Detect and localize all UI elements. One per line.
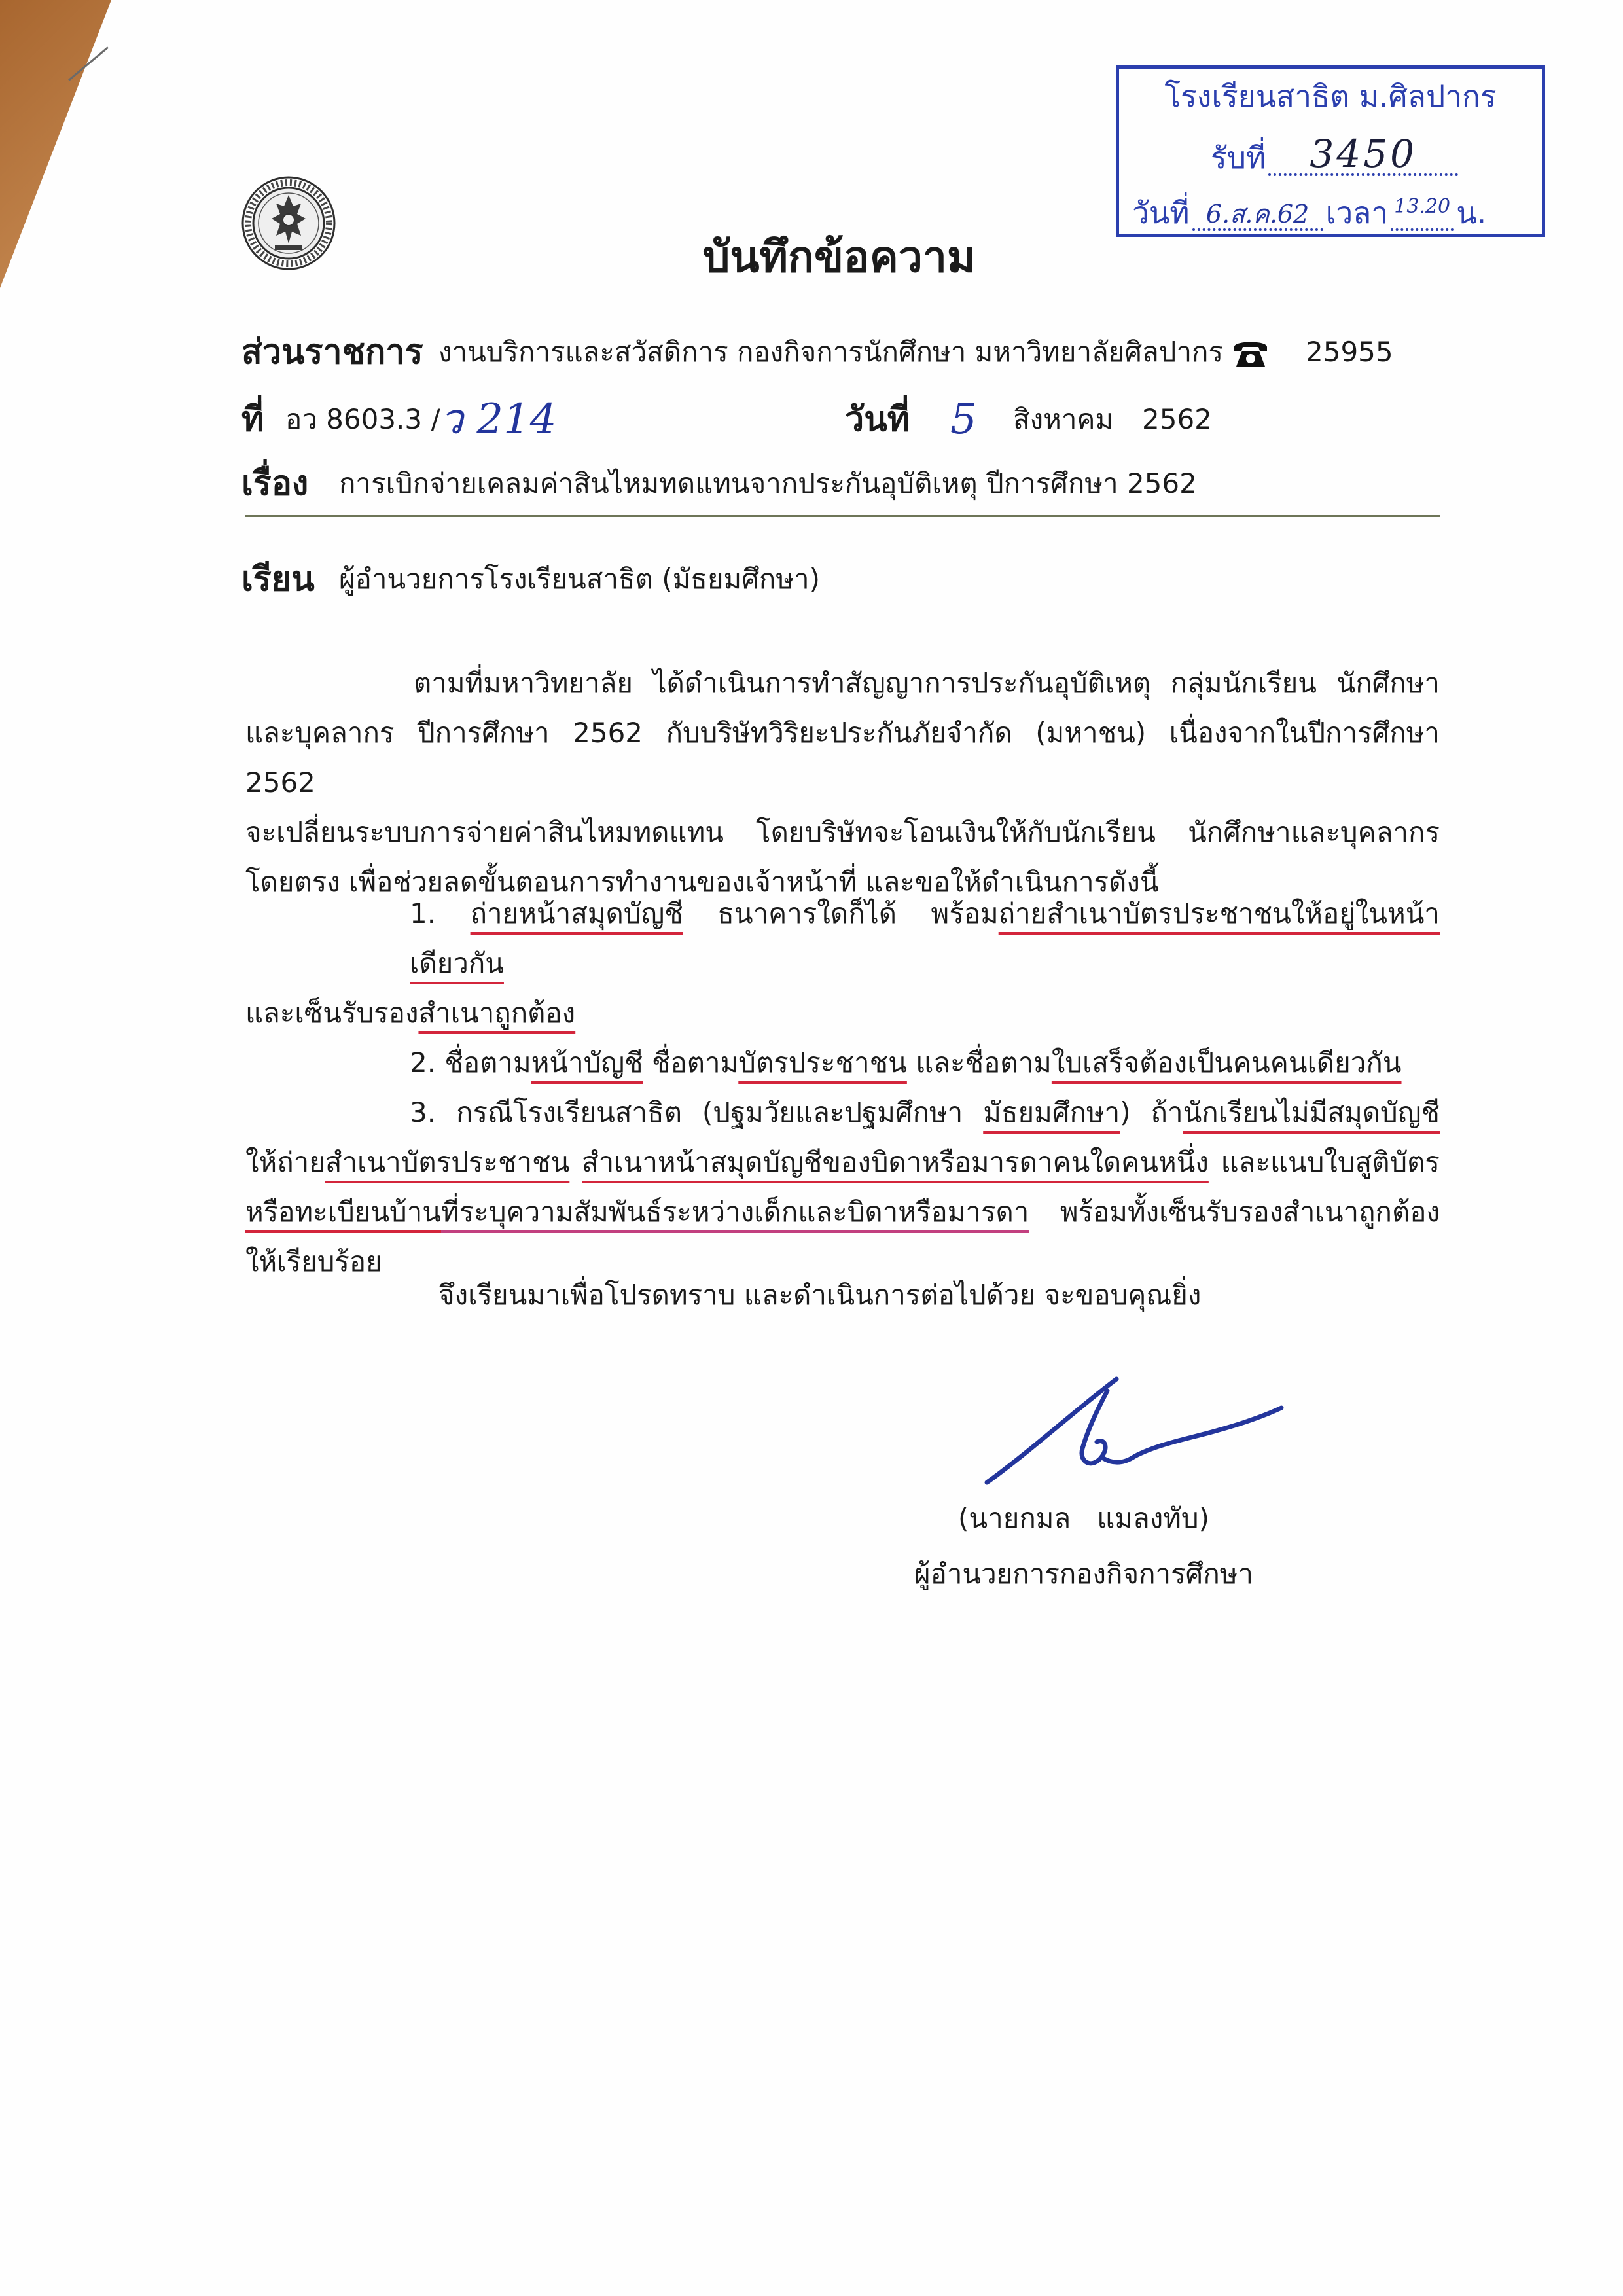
subject-text: การเบิกจ่ายเคลมค่าสินไหมทดแทนจากประกันอุบัติเหตุ ปีการศึกษา 2562 [339,467,1197,499]
stamp-date-field [1192,192,1323,231]
item-text: ให้เรียบร้อย [245,1246,382,1278]
handwritten-stamp-date: 6.ส.ค.62 [1205,200,1310,228]
stamp-received-field [1268,132,1458,176]
instruction-list [245,889,1440,1287]
body-paragraph-line: และบุคลากร ปีการศึกษา 2562 กับบริษัทวิริยะประกันภัยจำกัด (มหาชน) เนื่องจากในปีการศึกษา 2562 [245,717,1440,798]
item-text: พร้อมทั้งเซ็นรับรองสำเนาถูกต้อง [1029,1196,1440,1228]
closing-sentence: จึงเรียนมาเพื่อโปรดทราบ และดำเนินการต่อไปด้วย จะขอบคุณยิ่ง [438,1279,1202,1311]
date-month: สิงหาคม [1013,403,1114,435]
underlined-text: ใบเสร็จต้องเป็นคนคนเดียวกัน [1051,1047,1402,1079]
stamp-time-field [1391,192,1454,231]
item-text: และแนบใบสูติบัตร [1208,1146,1440,1178]
list-item-3-line [245,1187,1440,1237]
body-paragraph [245,658,1440,907]
reference-label: ที่ [241,400,264,439]
underlined-text: สำเนาบัตรประชาชน [325,1146,570,1178]
stamp-date-label: วันที่ [1132,195,1190,230]
phone-number: 25955 [1306,336,1393,368]
university-seal-icon [241,175,336,271]
body-paragraph-line: จะเปลี่ยนระบบการจ่ายค่าสินไหมทดแทน โดยบริษัทจะโอนเงินให้กับนักเรียน นักศึกษาและบุคลากร [245,816,1440,848]
body-paragraph-line: โดยตรง เพื่อช่วยลดขั้นตอนการทำงานของเจ้าหน้าที่ และขอให้ดำเนินการดังนี้ [245,866,1159,898]
underlined-text: หรือทะเบียนบ้าน [245,1196,442,1228]
salutation-recipient: ผู้อำนวยการโรงเรียนสาธิต (มัธยมศึกษา) [339,563,820,595]
scan-corner-fold [0,0,111,288]
underlined-text: สำเนาถูกต้อง [418,997,576,1029]
underlined-text: ที่ระบุความสัมพันธ์ระหว่างเด็กและบิดาหรือมารดา [441,1196,1029,1228]
item-text: ชื่อตาม [643,1047,739,1079]
department-label: ส่วนราชการ [241,332,423,372]
header-divider [245,515,1440,517]
body-paragraph-line: ตามที่มหาวิทยาลัย ได้ดำเนินการทำสัญญาการประกันอุบัติเหตุ กลุ่มนักเรียน นักศึกษา [414,667,1440,699]
stamp-date-row [1132,190,1486,231]
stamp-school-name: โรงเรียนสาธิต ม.ศิลปากร [1164,79,1497,114]
item-text: และชื่อตาม [906,1047,1052,1079]
reference-row [0,397,1623,442]
department-name: งานบริการและสวัสดิการ กองกิจการนักศึกษา มหาวิทยาลัยศิลปากร [438,336,1224,368]
underlined-text: ถ่ายสำเนาบัตรประชาชนให้อยู่ในหน้าเดียวกัน [410,897,1440,979]
receiving-stamp [1116,65,1545,237]
item-text: ธนาคารใดก็ได้ พร้อม [683,897,999,929]
signatory-position: ผู้อำนวยการกองกิจการศึกษา [914,1558,1254,1590]
list-item-1-line [245,988,1440,1038]
list-item-1-line [245,889,1440,988]
salutation-row [0,556,1623,602]
item-text: ) ถ้า [1120,1096,1183,1128]
handwritten-signature [982,1365,1289,1502]
salutation-label: เรียน [241,560,315,599]
document-title: บันทึกข้อความ [702,232,976,282]
item-text: และเซ็นรับรอง [245,997,419,1029]
handwritten-reference-number: ว 214 [440,395,557,444]
underlined-text: หน้าบัญชี [531,1047,643,1079]
underlined-text: สำเนาหน้าสมุดบัญชีของบิดาหรือมารดาคนใดคนหนึ่ง [582,1146,1209,1178]
signatory-name: (นายกมล แมลงทับ) [958,1502,1209,1534]
underlined-text: ถ่ายหน้าสมุดบัญชี [470,897,683,929]
list-item-3-line [245,1138,1440,1187]
handwritten-date-day: 5 [950,395,977,444]
stamp-time-label: เวลา [1325,195,1389,230]
underlined-text: มัธยมศึกษา [983,1096,1120,1128]
date-label: วันที่ [845,400,910,439]
department-row [0,329,1623,375]
subject-label: เรื่อง [241,464,309,503]
underlined-text: นักเรียนไม่มีสมุดบัญชี [1183,1096,1440,1128]
stamp-received-row [1211,133,1461,176]
reference-prefix: อว 8603.3 / [285,403,440,435]
handwritten-stamp-time: 13.20 [1394,195,1451,218]
item-text: ให้ถ่าย [245,1146,325,1178]
date-year: 2562 [1142,403,1212,435]
list-item-3-line [245,1088,1440,1138]
stamp-received-label: รับที่ [1211,140,1266,175]
underlined-text: บัตรประชาชน [738,1047,907,1079]
stamp-time-unit: น. [1456,195,1487,230]
item-text: 1. [410,897,471,929]
phone-icon [1232,337,1269,368]
item-text: 2. ชื่อตาม [410,1047,531,1079]
handwritten-received-number: 3450 [1310,132,1418,176]
list-item-2-line [245,1038,1440,1088]
item-text: 3. กรณีโรงเรียนสาธิต (ปฐมวัยและปฐมศึกษา [410,1096,984,1128]
subject-row [0,461,1623,507]
